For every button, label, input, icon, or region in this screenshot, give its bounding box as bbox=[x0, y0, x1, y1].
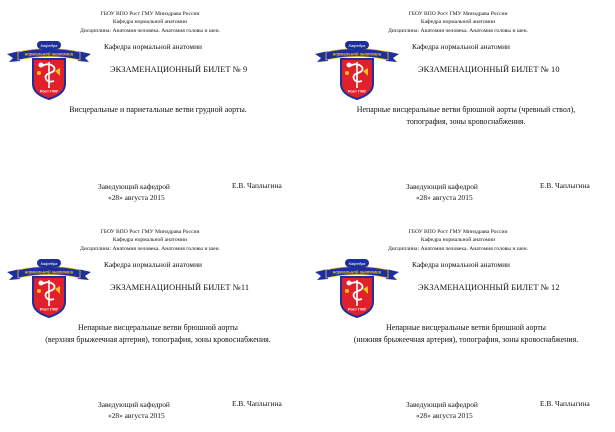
department-name: Кафедра нормальной анатомии bbox=[104, 42, 202, 51]
header-line: ГБОУ ВПО Рост ГМУ Минздрава России bbox=[408, 11, 508, 17]
header-line: ГБОУ ВПО Рост ГМУ Минздрава России bbox=[100, 11, 200, 17]
approval-date: «28» августа 2015 bbox=[416, 411, 473, 420]
institution-header bbox=[0, 228, 300, 253]
signatory-name: Е.В. Чаплыгина bbox=[232, 399, 282, 408]
header-line: Кафедра нормальной анатомии bbox=[112, 237, 188, 244]
department-name: Кафедра нормальной анатомии bbox=[412, 42, 510, 51]
svg-text:Рост ГМУ: Рост ГМУ bbox=[39, 88, 59, 94]
header-line: ГБОУ ВПО Рост ГМУ Минздрава России bbox=[408, 229, 508, 235]
svg-text:Кафедра: Кафедра bbox=[40, 42, 58, 48]
ticket-title: ЭКЗАМЕНАЦИОННЫЙ БИЛЕТ № 9 bbox=[110, 65, 248, 74]
ticket-title: ЭКЗАМЕНАЦИОННЫЙ БИЛЕТ № 10 bbox=[418, 65, 560, 74]
ticket-question bbox=[308, 322, 615, 345]
approval-date: «28» августа 2015 bbox=[108, 193, 165, 202]
header-line: Кафедра нормальной анатомии bbox=[112, 19, 188, 26]
ticket-title: ЭКЗАМЕНАЦИОННЫЙ БИЛЕТ № 12 bbox=[418, 283, 560, 292]
exam-ticket bbox=[308, 0, 615, 214]
exam-ticket bbox=[308, 218, 615, 432]
svg-text:Рост ГМУ: Рост ГМУ bbox=[347, 88, 367, 94]
university-logo-icon bbox=[314, 40, 400, 100]
ticket-question bbox=[308, 104, 615, 127]
exam-ticket bbox=[0, 0, 307, 214]
header-line: Дисциплина: Анатомия человека. Анатомия головы и шеи. bbox=[387, 245, 529, 252]
question-line: Висцеральные и париетальные ветви грудной аорты. bbox=[69, 105, 247, 114]
header-line: Дисциплина: Анатомия человека. Анатомия головы и шеи. bbox=[79, 245, 221, 252]
department-name: Кафедра нормальной анатомии bbox=[104, 260, 202, 269]
header-line: Кафедра нормальной анатомии bbox=[420, 19, 496, 26]
svg-text:нормальной анатомии: нормальной анатомии bbox=[24, 269, 74, 275]
head-of-department-label: Заведующий кафедрой bbox=[406, 400, 478, 409]
svg-text:Рост ГМУ: Рост ГМУ bbox=[39, 306, 59, 312]
svg-text:нормальной анатомии: нормальной анатомии bbox=[332, 269, 382, 275]
ticket-question bbox=[0, 322, 316, 345]
department-name: Кафедра нормальной анатомии bbox=[412, 260, 510, 269]
question-line: Непарные висцеральные ветви брюшной аорты bbox=[78, 323, 238, 332]
header-line: ГБОУ ВПО Рост ГМУ Минздрава России bbox=[100, 229, 200, 235]
approval-date: «28» августа 2015 bbox=[108, 411, 165, 420]
svg-text:нормальной анатомии: нормальной анатомии bbox=[332, 51, 382, 57]
head-of-department-label: Заведующий кафедрой bbox=[98, 400, 170, 409]
header-line: Кафедра нормальной анатомии bbox=[420, 237, 496, 244]
university-logo-icon bbox=[6, 258, 92, 318]
signatory-name: Е.В. Чаплыгина bbox=[232, 181, 282, 190]
svg-text:Кафедра: Кафедра bbox=[40, 260, 58, 266]
approval-date: «28» августа 2015 bbox=[416, 193, 473, 202]
institution-header bbox=[308, 10, 608, 35]
header-line: Дисциплина: Анатомия человека. Анатомия головы и шеи. bbox=[79, 27, 221, 34]
ticket-title: ЭКЗАМЕНАЦИОННЫЙ БИЛЕТ №11 bbox=[110, 283, 250, 292]
question-line: (верхняя брыжеечная артерия), топография, зоны кровоснабжения. bbox=[45, 334, 271, 344]
head-of-department-label: Заведующий кафедрой bbox=[406, 182, 478, 191]
university-logo-icon bbox=[6, 40, 92, 100]
exam-ticket bbox=[0, 218, 307, 432]
ticket-question bbox=[0, 104, 316, 116]
head-of-department-label: Заведующий кафедрой bbox=[98, 182, 170, 191]
question-line: Непарные висцеральные ветви брюшной аорты bbox=[386, 323, 546, 332]
svg-text:нормальной анатомии: нормальной анатомии bbox=[24, 51, 74, 57]
institution-header bbox=[0, 10, 300, 35]
header-line: Дисциплина: Анатомия человека. Анатомия головы и шеи. bbox=[387, 27, 529, 34]
svg-text:Кафедра: Кафедра bbox=[348, 260, 366, 266]
question-line: (нижняя брыжеечная артерия), топография, зоны кровоснабжения. bbox=[353, 334, 579, 344]
institution-header bbox=[308, 228, 608, 253]
svg-text:Рост ГМУ: Рост ГМУ bbox=[347, 306, 367, 312]
question-line: топография, зоны кровоснабжения. bbox=[406, 116, 526, 126]
university-logo-icon bbox=[314, 258, 400, 318]
signatory-name: Е.В. Чаплыгина bbox=[540, 181, 590, 190]
signatory-name: Е.В. Чаплыгина bbox=[540, 399, 590, 408]
question-line: Непарные висцеральные ветви брюшной аорты (чревный ствол), bbox=[356, 105, 576, 114]
svg-text:Кафедра: Кафедра bbox=[348, 42, 366, 48]
